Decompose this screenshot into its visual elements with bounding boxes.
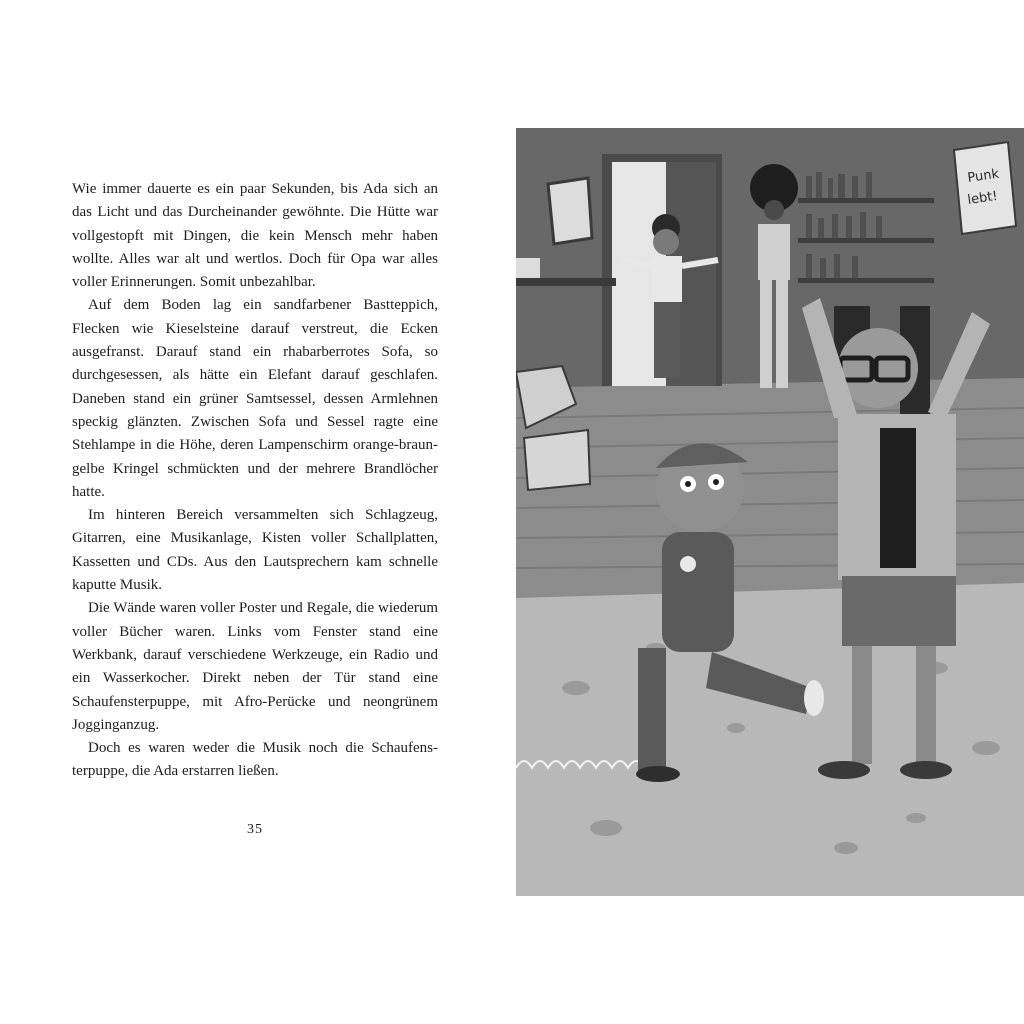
poster-text-line2: lebt! [966,188,999,208]
book-text-page [72,178,438,784]
paragraph: Doch es waren weder die Musik noch die Schaufensterpuppe, die Ada erstarren ließen. [72,740,438,780]
paragraph: Auf dem Boden lag ein sandfarbener Bastteppich, Flecken wie Kieselsteine darauf verstreut, die Ecken ausgefranst. Darauf stand ein rhabarberrotes Sofa, so durchgesessen, als hätte ein Elefant darauf geschlafen. Daneben stand ein grüner Samtsessel, dessen Armlehnen speckig glänzten. Zwischen Sofa und Sessel ragte eine Stehlampe in die Höhe, deren Lampenschirm orange-braun-gelbe Kringel schmückten und der mehrere Brandlöcher hatte. [72,297,438,500]
paragraph: Wie immer dauerte es ein paar Sekunden, bis Ada sich an das Licht und das Durcheinander gewöhnte. Die Hütte war vollgestopft mit Dingen, die kein Mensch mehr haben wollte. Alles war alt und wertlos. Doch für Opa war alles voller Erinnerungen. Somit unbezahlbar. [72,181,438,291]
paragraph: Die Wände waren voller Poster und Regale, die wiederum voller Bücher waren. Links vom Fenster stand eine Werkbank, darauf verschiedene Werkzeuge, ein Radio und ein Wasserkocher. Direkt neben der Tür stand eine Schaufensterpuppe, mit Afro-Perücke und neongrünem Jogginganzug. [72,600,438,733]
paragraph: Im hinteren Bereich versammelten sich Schlagzeug, Gitarren, eine Musikanlage, Kisten voller Schallplatten, Kassetten und CDs. Aus den Lautsprechern kam schnelle kaputte Musik. [72,507,438,594]
poster-text-line1: Punk [966,166,1001,186]
illustration [516,128,1024,896]
page-number: 35 [247,822,263,837]
